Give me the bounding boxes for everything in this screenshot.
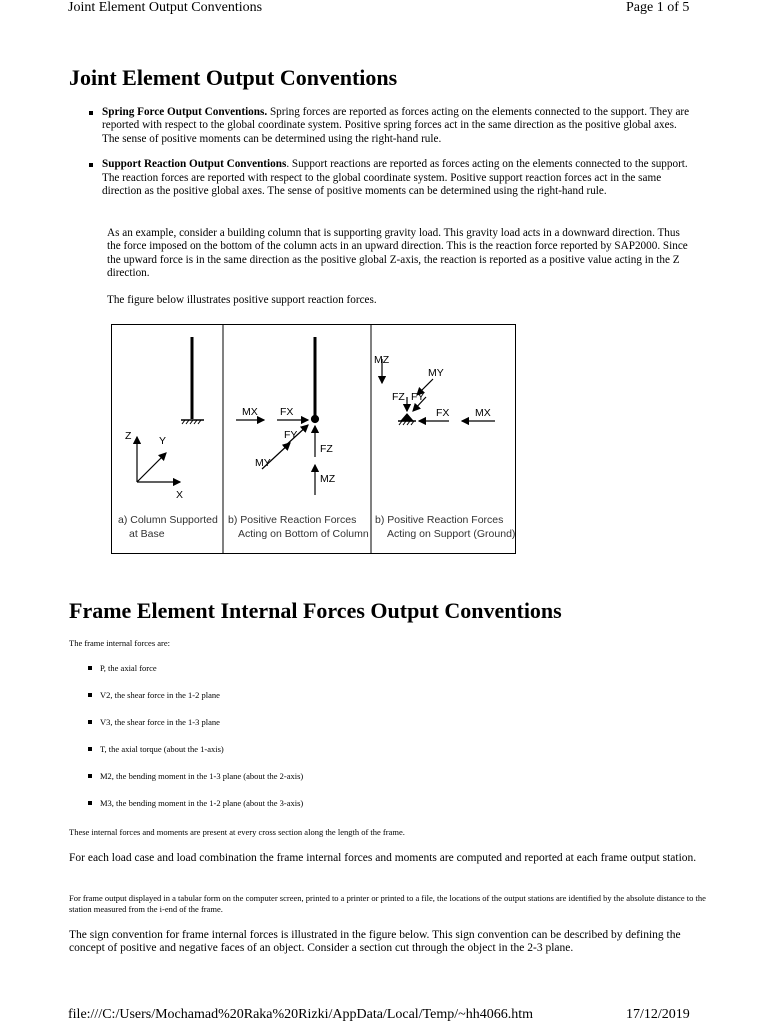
force-item-t: T, the axial torque (about the 1-axis) xyxy=(100,744,224,754)
section-heading-frame: Frame Element Internal Forces Output Conventions xyxy=(69,598,562,623)
caption-b-line1: b) Positive Reaction Forces xyxy=(228,514,357,526)
list-item xyxy=(100,663,600,690)
sign-convention-paragraph: The sign convention for frame internal forces is illustrated in the figure below. This sign convention can be described by defining the concept of positive and negative faces of an object. Consider a section cut through the object in the 2-3 plane. xyxy=(69,929,681,955)
label-mx: MX xyxy=(242,406,258,418)
frame-forces-intro: The frame internal forces are: xyxy=(69,638,170,648)
bullet-icon xyxy=(88,774,92,778)
bullet-icon xyxy=(88,747,92,751)
force-item-m3: M3, the bending moment in the 1-2 plane (about the 3-axis) xyxy=(100,798,304,808)
label-mz: MZ xyxy=(320,473,336,485)
section-heading-joint: Joint Element Output Conventions xyxy=(69,65,398,90)
axis-x-label: X xyxy=(176,489,184,501)
bullet-icon xyxy=(88,801,92,805)
caption-b-line2: Acting on Bottom of Column xyxy=(238,528,369,540)
label-fy-support: FY xyxy=(411,391,425,403)
bullet-bold-label: Spring Force Output Conventions. xyxy=(102,106,268,118)
bullet-list-joint xyxy=(102,106,692,198)
label-my: MY xyxy=(255,457,271,469)
support-reaction-figure xyxy=(111,324,516,554)
bullet-bold-label: Support Reaction Output Conventions xyxy=(102,158,287,171)
bullet-icon xyxy=(89,163,93,167)
label-fz: FZ xyxy=(320,443,333,455)
bullet-icon xyxy=(88,666,92,670)
figure-intro: The figure below illustrates positive support reaction forces. xyxy=(107,294,377,306)
caption-a-line2: at Base xyxy=(129,528,165,540)
label-fx: FX xyxy=(280,406,294,418)
computed-paragraph: For each load case and load combination the frame internal forces and moments are computed and reported at each frame output station. xyxy=(69,852,697,864)
label-fx-support: FX xyxy=(436,407,450,419)
footer-file-path: file:///C:/Users/Mochamad%20Raka%20Rizki/AppData/Local/Temp/~hh4066.htm xyxy=(68,1007,534,1022)
force-item-m2: M2, the bending moment in the 1-3 plane (about the 2-axis) xyxy=(100,771,304,781)
caption-c-line1: b) Positive Reaction Forces xyxy=(375,514,504,526)
force-item-p: P, the axial force xyxy=(100,663,157,673)
list-item xyxy=(102,106,692,146)
caption-a-line1: a) Column Supported xyxy=(118,514,218,526)
page-number: Page 1 of 5 xyxy=(626,0,690,15)
bullet-text: . Support reactions are reported as forces acting on the elements connected to the support. The reaction forces are reported with respect to the global coordinate system. Positive support reaction forces act in the same direction as the positive global axes. The sense of positive moments can be determined using the right-hand rule. xyxy=(102,158,688,198)
label-mz-support: MZ xyxy=(374,354,390,366)
tabular-paragraph: For frame output displayed in a tabular form on the computer screen, printed to a printer or printed to a file, the locations of the output stations are identified by the absolute distance to the station measured from the i-end of the frame. xyxy=(69,893,706,914)
bullet-icon xyxy=(89,111,93,115)
footer-date: 17/12/2019 xyxy=(626,1007,690,1022)
label-mx-support: MX xyxy=(475,407,491,419)
list-item xyxy=(100,771,600,798)
list-item xyxy=(100,717,600,744)
column-with-base xyxy=(181,337,204,424)
axis-z-label: Z xyxy=(125,430,132,442)
caption-c-line2: Acting on Support (Ground) xyxy=(387,528,515,540)
list-item xyxy=(100,798,600,825)
label-fz-support: FZ xyxy=(392,391,405,403)
list-item xyxy=(100,690,600,717)
example-paragraph: As an example, consider a building column that is supporting gravity load. This gravity load acts in a downward direction. Thus the force imposed on the bottom of the column acts in an upward direction. This is the reaction force reported by SAP2000. Since the upward force is in the same direction as the positive global Z-axis, the reaction is reported as a positive value acting in the Z direction. xyxy=(107,227,688,280)
bullet-icon xyxy=(88,720,92,724)
frame-forces-list xyxy=(100,663,600,825)
bullet-text: Spring forces are reported as forces acting on the elements connected to the support. They are reported with respect to the global coordinate system. Positive spring forces act in the same direction as the positive global axes. The sense of positive moments can be determined using the right-hand rule. xyxy=(102,106,690,145)
axis-y-label: Y xyxy=(159,435,167,447)
list-item xyxy=(102,158,692,198)
force-item-v2: V2, the shear force in the 1-2 plane xyxy=(100,690,220,700)
label-fy: FY xyxy=(284,429,298,441)
page-header-title: Joint Element Output Conventions xyxy=(68,0,263,15)
list-item xyxy=(100,744,600,771)
bullet-icon xyxy=(88,693,92,697)
label-my-support: MY xyxy=(428,367,444,379)
forces-present-text: These internal forces and moments are present at every cross section along the length of the frame. xyxy=(69,827,405,837)
force-item-v3: V3, the shear force in the 1-3 plane xyxy=(100,717,220,727)
figure-svg xyxy=(112,325,515,553)
